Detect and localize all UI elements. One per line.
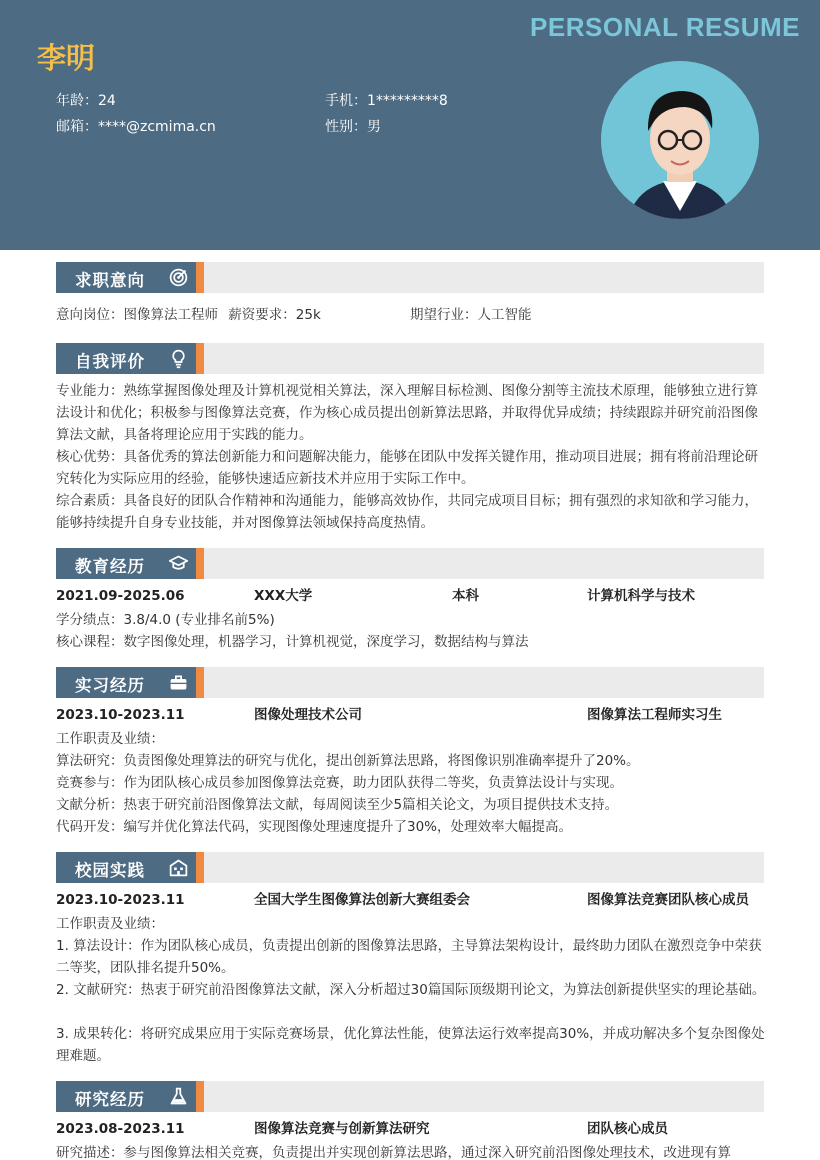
section-title-research: 研究经历 — [75, 1090, 145, 1109]
target-icon — [168, 267, 189, 288]
campus-role: 图像算法竞赛团队核心成员 — [587, 892, 749, 908]
section-internship — [56, 667, 764, 698]
campus-heading: 工作职责及业绩： — [56, 916, 164, 932]
header-title: PERSONAL RESUME — [530, 12, 800, 42]
research-date: 2023.08-2023.11 — [56, 1121, 185, 1137]
flask-icon — [168, 1086, 189, 1107]
internship-date: 2023.10-2023.11 — [56, 707, 185, 723]
education-date: 2021.09-2025.06 — [56, 588, 185, 604]
intent-salary: 薪资要求：25k — [228, 307, 321, 323]
campus-item: 2. 文献研究：热衷于研究前沿图像算法文献，深入分析超过30篇国际顶级期刊论文，为算法创新提供坚实的理论基础。 — [56, 982, 766, 998]
graduation-cap-icon — [168, 553, 189, 574]
section-intent — [56, 262, 764, 293]
internship-row — [56, 704, 766, 726]
self-eval-strength: 核心优势：具备优秀的算法创新能力和问题解决能力，能够在团队中发挥关键作用，推动项目进展；拥有将前沿理论研究转化为实际应用的经验，能够快速适应新技术并应用于实际工作中。 — [56, 449, 758, 487]
education-courses: 核心课程：数字图像处理，机器学习，计算机视觉，深度学习，数据结构与算法 — [56, 634, 529, 650]
briefcase-icon — [168, 672, 189, 693]
intent-position: 意向岗位：图像算法工程师 — [56, 307, 218, 323]
internship-item: 算法研究：负责图像处理算法的研究与优化，提出创新算法思路，将图像识别准确率提升了20%。 — [56, 753, 640, 769]
education-row — [56, 585, 766, 607]
section-research — [56, 1081, 764, 1112]
section-education — [56, 548, 764, 579]
candidate-name: 李明 — [37, 41, 96, 75]
lightbulb-icon — [168, 348, 189, 369]
section-title-internship: 实习经历 — [75, 676, 145, 695]
internship-item: 文献分析：热衷于研究前沿图像算法文献，每周阅读至少5篇相关论文，为项目提供技术支持。 — [56, 797, 619, 813]
education-gpa: 学分绩点：3.8/4.0 (专业排名前5%) — [56, 612, 275, 628]
section-title-campus: 校园实践 — [75, 861, 145, 880]
self-eval-quality: 综合素质：具备良好的团队合作精神和沟通能力，能够高效协作，共同完成项目目标；拥有强烈的求知欲和学习能力，能够持续提升自身专业技能，并对图像算法领域保持高度热情。 — [56, 493, 758, 531]
campus-item: 3. 成果转化：将研究成果应用于实际竞赛场景，优化算法性能，使算法运行效率提高30%，并成功解决多个复杂图像处理难题。 — [56, 1026, 765, 1064]
internship-role: 图像算法工程师实习生 — [587, 707, 722, 723]
section-title-self-eval: 自我评价 — [75, 352, 145, 371]
research-row — [56, 1118, 766, 1140]
campus-item: 1. 算法设计：作为团队核心成员，负责提出创新的图像算法思路，主导算法架构设计，最终助力团队在激烈竞争中荣获二等奖，团队排名提升50%。 — [56, 938, 762, 976]
resume-header — [0, 0, 820, 250]
research-desc: 研究描述：参与图像算法相关竞赛，负责提出并实现创新算法思路，通过深入研究前沿图像处理技术，改进现有算 — [56, 1145, 731, 1160]
education-school: XXX大学 — [254, 588, 313, 604]
phone-field: 手机：1*********8 — [325, 93, 448, 109]
internship-heading: 工作职责及业绩： — [56, 731, 164, 747]
campus-org: 全国大学生图像算法创新大赛组委会 — [254, 892, 470, 908]
research-role: 团队核心成员 — [587, 1121, 668, 1137]
avatar — [601, 61, 759, 219]
campus-row — [56, 889, 766, 911]
section-self-eval — [56, 343, 764, 374]
education-degree: 本科 — [452, 588, 479, 604]
gender-field: 性别：男 — [325, 119, 381, 135]
campus-date: 2023.10-2023.11 — [56, 892, 185, 908]
section-title-education: 教育经历 — [75, 557, 145, 576]
internship-item: 竞赛参与：作为团队核心成员参加图像算法竞赛，助力团队获得二等奖，负责算法设计与实现。 — [56, 775, 623, 791]
research-project: 图像算法竞赛与创新算法研究 — [254, 1121, 430, 1137]
internship-company: 图像处理技术公司 — [254, 707, 362, 723]
internship-item: 代码开发：编写并优化算法代码，实现图像处理速度提升了30%，处理效率大幅提高。 — [56, 819, 573, 835]
section-campus — [56, 852, 764, 883]
age-field: 年龄：24 — [56, 93, 116, 109]
intent-industry: 期望行业：人工智能 — [410, 307, 532, 323]
self-eval-professional: 专业能力：熟练掌握图像处理及计算机视觉相关算法，深入理解目标检测、图像分割等主流技术原理，能够独立进行算法设计和优化；积极参与图像算法竞赛，作为核心成员提出创新算法思路，并取得优异成绩；持续跟踪并研究前沿图像算法文献，具备将理论应用于实践的能力。 — [56, 383, 758, 443]
building-icon — [168, 857, 189, 878]
section-title-intent: 求职意向 — [75, 271, 145, 290]
education-major: 计算机科学与技术 — [587, 588, 695, 604]
email-field: 邮箱：****@zcmima.cn — [56, 119, 216, 135]
